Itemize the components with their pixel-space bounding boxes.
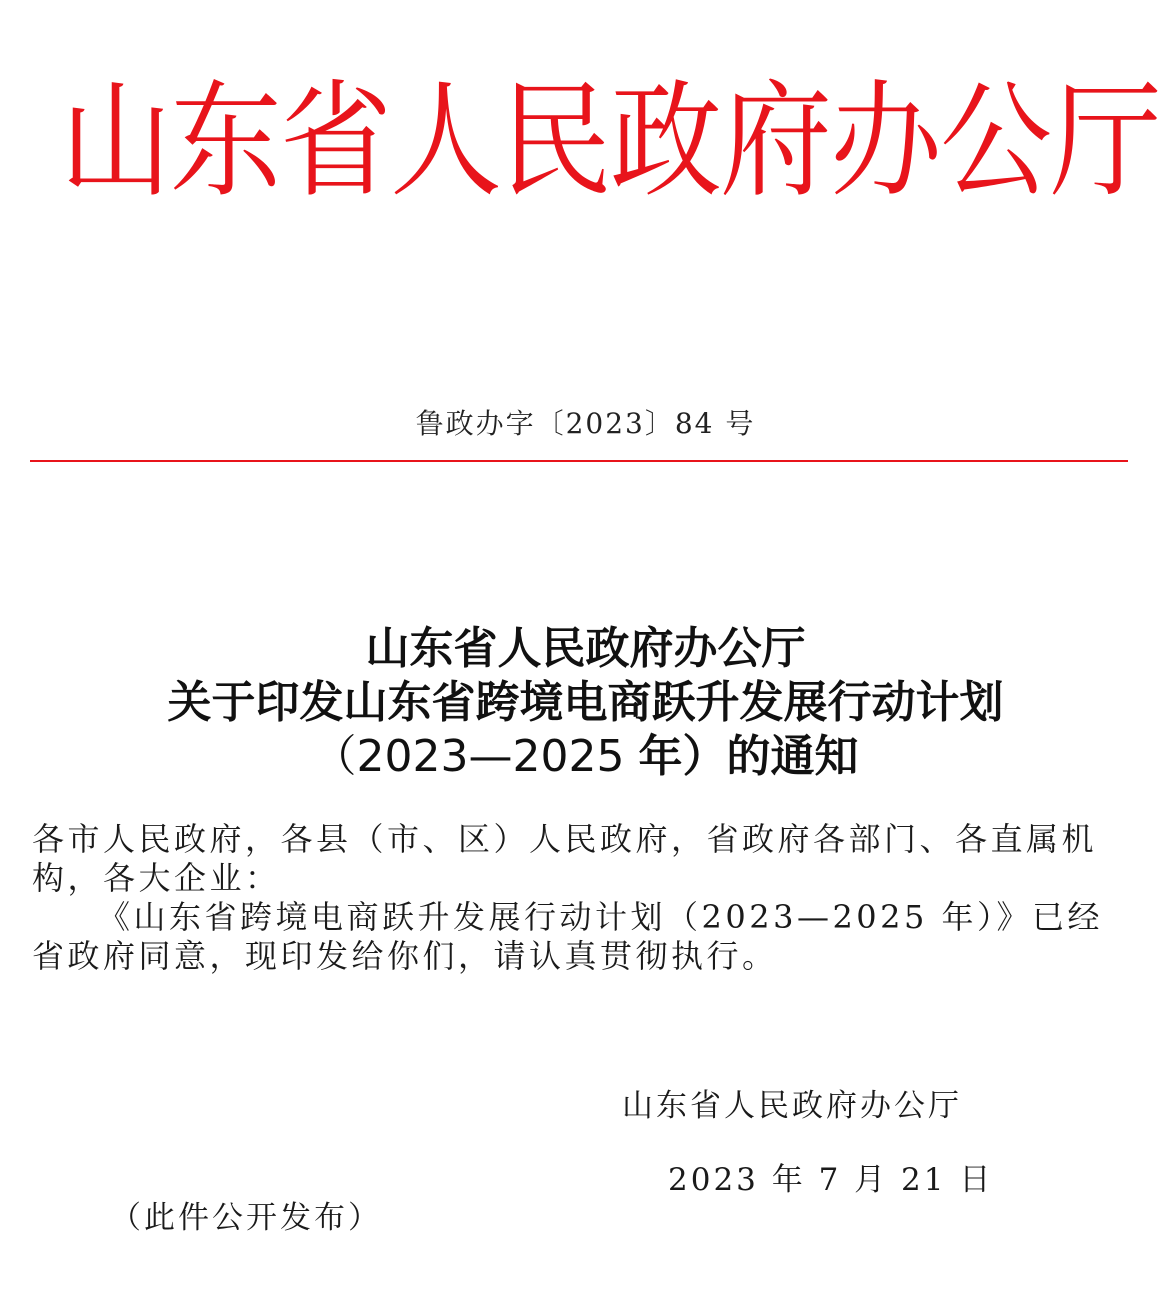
title-period-year: 年: [638, 731, 683, 782]
red-divider-line: [30, 460, 1128, 462]
title-period-prefix: （2023—2025: [312, 731, 639, 782]
signature-issuer: 山东省人民政府办公厅: [622, 1088, 962, 1124]
title-period-suffix: ）的通知: [682, 731, 859, 782]
issue-date: 2023 年 7 月 21 日: [668, 1162, 994, 1198]
addressees: 各市人民政府，各县（市、区）人民政府，省政府各部门、各直属机构，各大企业：: [32, 820, 1098, 897]
document-title: [0, 622, 1171, 784]
title-line-period: [0, 730, 1171, 784]
public-release-note: （此件公开发布）: [110, 1200, 382, 1236]
document-number: 鲁政办字〔2023〕84 号: [415, 407, 756, 440]
red-masthead-issuer: 山东省人民政府办公厅: [60, 69, 1160, 215]
document-body: [32, 820, 1132, 976]
title-line-subject: 关于印发山东省跨境电商跃升发展行动计划: [167, 677, 1004, 728]
body-paragraph: 《山东省跨境电商跃升发展行动计划（2023—2025 年）》已经省政府同意，现印发给你们，请认真贯彻执行。: [32, 898, 1104, 975]
title-line-issuer: 山东省人民政府办公厅: [365, 623, 806, 674]
